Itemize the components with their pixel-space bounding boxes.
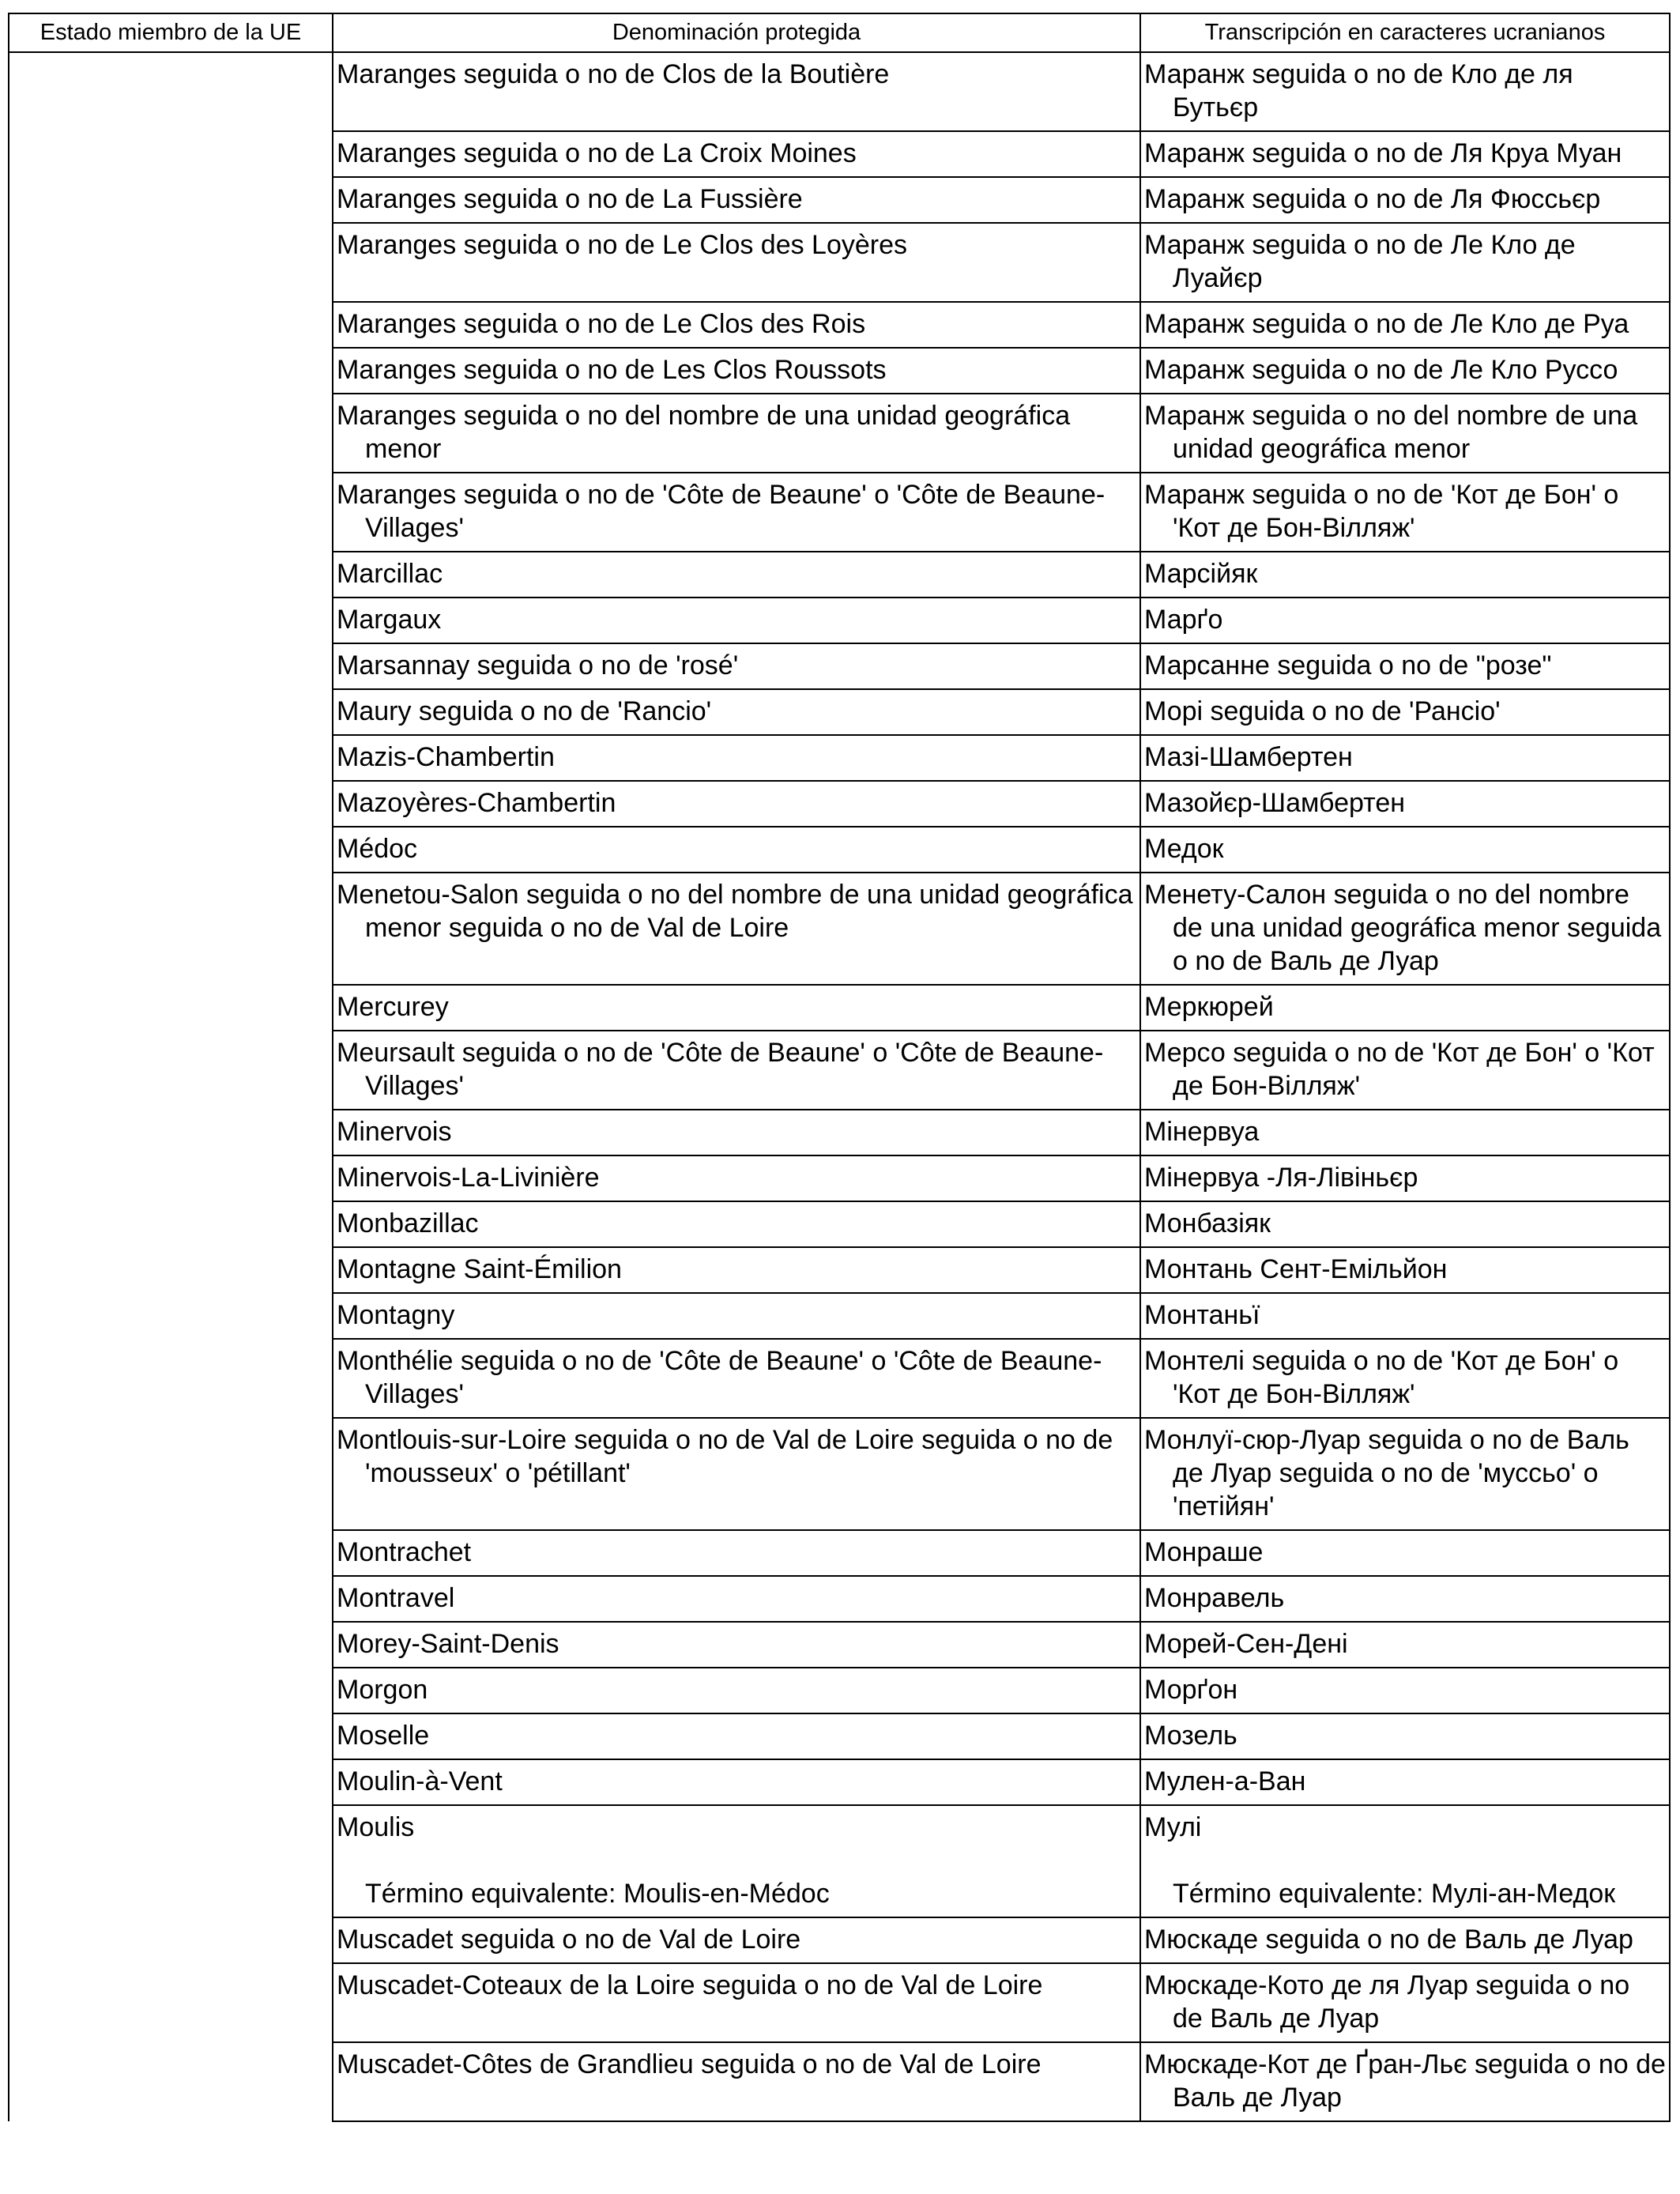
ukrainian-transcription-cell	[1140, 598, 1670, 643]
protected-name-cell	[333, 1031, 1140, 1110]
table-row	[9, 1963, 1670, 2042]
denominations-table	[8, 13, 1671, 2122]
ukrainian-transcription-cell	[1140, 1963, 1670, 2042]
protected-name-cell	[333, 689, 1140, 735]
protected-name-text: Muscadet seguida o no de Val de Loire	[337, 1924, 801, 1955]
header-member-state: Estado miembro de la UE	[9, 13, 333, 52]
protected-name-text: Meursault seguida o no de 'Côte de Beaune' o 'Côte de Beaune-Villages'	[337, 1038, 1104, 1101]
equivalent-term-text: Término equivalente: Moulis-en-Médoc	[365, 1879, 830, 1909]
ukrainian-transcription-cell	[1140, 131, 1670, 177]
table-row	[9, 2042, 1670, 2121]
table-row	[9, 735, 1670, 781]
table-row	[9, 1917, 1670, 1963]
ukrainian-transcription-text: Монтаньї	[1144, 1300, 1260, 1330]
member-state-cell	[9, 1576, 333, 1622]
table-row	[9, 873, 1670, 985]
ukrainian-transcription-text: Мулен-а-Ван	[1144, 1766, 1306, 1796]
protected-name-text: Minervois	[337, 1117, 452, 1147]
member-state-cell	[9, 1917, 333, 1963]
member-state-cell	[9, 177, 333, 223]
member-state-cell	[9, 1759, 333, 1805]
ukrainian-transcription-text: Маранж seguida o no de 'Кот де Бон' o 'Кот де Бон-Вілляж'	[1144, 480, 1619, 543]
ukrainian-transcription-text: Марсанне seguida o no de "розе"	[1144, 650, 1552, 680]
member-state-cell	[9, 302, 333, 348]
member-state-cell	[9, 827, 333, 873]
member-state-cell	[9, 1247, 333, 1293]
header-protected-name: Denominación protegida	[333, 13, 1140, 52]
table-row	[9, 1339, 1670, 1418]
protected-name-cell	[333, 1530, 1140, 1576]
ukrainian-transcription-text: Монбазіяк	[1144, 1208, 1271, 1238]
ukrainian-transcription-cell	[1140, 1110, 1670, 1155]
header-ukrainian-transcription: Transcripción en caracteres ucranianos	[1140, 13, 1670, 52]
protected-name-cell	[333, 1418, 1140, 1530]
table-row	[9, 985, 1670, 1031]
protected-name-text: Montagne Saint-Émilion	[337, 1254, 622, 1284]
table-row	[9, 1031, 1670, 1110]
ukrainian-transcription-cell	[1140, 394, 1670, 473]
member-state-cell	[9, 131, 333, 177]
member-state-cell	[9, 1155, 333, 1201]
protected-name-text: Montagny	[337, 1300, 455, 1330]
equivalent-term-text: Término equivalente: Мулі-ан-Медок	[1173, 1879, 1616, 1909]
ukrainian-transcription-cell	[1140, 177, 1670, 223]
ukrainian-transcription-text: Мазі-Шамбертен	[1144, 742, 1353, 772]
table-row	[9, 643, 1670, 689]
protected-name-text: Maury seguida o no de 'Rancio'	[337, 696, 712, 726]
member-state-cell	[9, 1622, 333, 1668]
table-row	[9, 1418, 1670, 1530]
protected-name-text: Maranges seguida o no de Les Clos Roussots	[337, 355, 887, 385]
ukrainian-transcription-cell	[1140, 873, 1670, 985]
protected-name-text: Maranges seguida o no de Clos de la Boutière	[337, 59, 890, 89]
ukrainian-transcription-text: Морей-Сен-Дені	[1144, 1629, 1348, 1659]
protected-name-cell	[333, 1805, 1140, 1917]
protected-name-cell	[333, 735, 1140, 781]
protected-name-cell	[333, 781, 1140, 827]
protected-name-text: Maranges seguida o no de Le Clos des Loyères	[337, 230, 908, 260]
ukrainian-transcription-text: Морі seguida o no de 'Рансіо'	[1144, 696, 1501, 726]
ukrainian-transcription-cell	[1140, 985, 1670, 1031]
table-row	[9, 1293, 1670, 1339]
protected-name-text: Montlouis-sur-Loire seguida o no de Val de Loire seguida o no de 'mousseux' o 'pétillant'	[337, 1425, 1113, 1488]
protected-name-text: Monbazillac	[337, 1208, 479, 1238]
protected-name-cell	[333, 348, 1140, 394]
protected-name-cell	[333, 1247, 1140, 1293]
table-row	[9, 177, 1670, 223]
ukrainian-transcription-cell	[1140, 1759, 1670, 1805]
member-state-cell	[9, 1963, 333, 2042]
table-row	[9, 473, 1670, 552]
ukrainian-transcription-cell	[1140, 1339, 1670, 1418]
member-state-cell	[9, 735, 333, 781]
ukrainian-transcription-text: Монравель	[1144, 1583, 1285, 1613]
ukrainian-transcription-cell	[1140, 473, 1670, 552]
ukrainian-transcription-cell	[1140, 1576, 1670, 1622]
protected-name-text: Mazis-Chambertin	[337, 742, 555, 772]
protected-name-cell	[333, 1576, 1140, 1622]
ukrainian-transcription-cell	[1140, 1031, 1670, 1110]
protected-name-cell	[333, 1339, 1140, 1418]
ukrainian-transcription-cell	[1140, 1530, 1670, 1576]
protected-name-text: Mercurey	[337, 992, 449, 1022]
table-row	[9, 223, 1670, 302]
ukrainian-transcription-cell	[1140, 1247, 1670, 1293]
table-row	[9, 131, 1670, 177]
ukrainian-transcription-cell	[1140, 1622, 1670, 1668]
protected-name-cell	[333, 1713, 1140, 1759]
ukrainian-transcription-cell	[1140, 302, 1670, 348]
protected-name-cell	[333, 52, 1140, 131]
member-state-cell	[9, 348, 333, 394]
protected-name-text: Maranges seguida o no del nombre de una unidad geográfica menor	[337, 401, 1071, 464]
protected-name-cell	[333, 302, 1140, 348]
protected-name-cell	[333, 1155, 1140, 1201]
ukrainian-transcription-cell	[1140, 735, 1670, 781]
member-state-cell	[9, 1530, 333, 1576]
table-row	[9, 302, 1670, 348]
table-row	[9, 1805, 1670, 1917]
protected-name-cell	[333, 643, 1140, 689]
protected-name-cell	[333, 827, 1140, 873]
protected-name-text: Médoc	[337, 834, 418, 864]
ukrainian-transcription-text: Мозель	[1144, 1721, 1237, 1751]
protected-name-text: Marsannay seguida o no de 'rosé'	[337, 650, 739, 680]
ukrainian-transcription-text: Мюскаде-Кото де ля Луар seguida o no de Валь де Луар	[1144, 1970, 1630, 2034]
protected-name-text: Marcillac	[337, 559, 443, 589]
member-state-cell	[9, 1418, 333, 1530]
protected-name-cell	[333, 1963, 1140, 2042]
protected-name-text: Minervois-La-Livinière	[337, 1163, 600, 1193]
ukrainian-transcription-text: Монтелі seguida o no de 'Кот де Бон' o 'Кот де Бон-Вілляж'	[1144, 1346, 1619, 1409]
member-state-cell	[9, 394, 333, 473]
ukrainian-transcription-cell	[1140, 1418, 1670, 1530]
protected-name-text: Montrachet	[337, 1537, 472, 1567]
ukrainian-transcription-text: Мулі	[1144, 1812, 1202, 1842]
ukrainian-transcription-cell	[1140, 1668, 1670, 1713]
ukrainian-transcription-cell	[1140, 1155, 1670, 1201]
protected-name-text: Margaux	[337, 605, 442, 635]
table-row	[9, 1713, 1670, 1759]
member-state-cell	[9, 873, 333, 985]
table-header	[9, 13, 1670, 52]
protected-name-cell	[333, 473, 1140, 552]
table-row	[9, 52, 1670, 131]
ukrainian-transcription-cell	[1140, 348, 1670, 394]
protected-name-text: Muscadet-Coteaux de la Loire seguida o no de Val de Loire	[337, 1970, 1043, 2000]
protected-name-text: Moulis	[337, 1812, 415, 1842]
ukrainian-transcription-text: Мюскаде-Кот де Ґран-Льє seguida o no de Валь де Луар	[1144, 2049, 1666, 2113]
member-state-cell	[9, 2042, 333, 2121]
protected-name-cell	[333, 1201, 1140, 1247]
protected-name-text: Morgon	[337, 1675, 428, 1705]
ukrainian-transcription-text: Марсійяк	[1144, 559, 1258, 589]
member-state-cell	[9, 1339, 333, 1418]
protected-name-cell	[333, 223, 1140, 302]
protected-name-text: Menetou-Salon seguida o no del nombre de una unidad geográfica menor seguida o no de Val de Loire	[337, 880, 1133, 943]
protected-name-text: Monthélie seguida o no de 'Côte de Beaune' o 'Côte de Beaune-Villages'	[337, 1346, 1102, 1409]
ukrainian-transcription-text: Меркюрей	[1144, 992, 1274, 1022]
protected-name-text: Moulin-à-Vent	[337, 1766, 503, 1796]
protected-name-text: Maranges seguida o no de La Fussière	[337, 184, 803, 214]
table-row	[9, 1759, 1670, 1805]
table-row	[9, 1576, 1670, 1622]
table-row	[9, 1247, 1670, 1293]
ukrainian-transcription-cell	[1140, 1917, 1670, 1963]
ukrainian-transcription-text: Мінервуа	[1144, 1117, 1260, 1147]
ukrainian-transcription-text: Маранж seguida o no de Ле Кло де Руа	[1144, 309, 1629, 339]
table-row	[9, 1201, 1670, 1247]
ukrainian-transcription-text: Марґо	[1144, 605, 1223, 635]
ukrainian-transcription-cell	[1140, 689, 1670, 735]
protected-name-cell	[333, 177, 1140, 223]
protected-name-text: Maranges seguida o no de 'Côte de Beaune' o 'Côte de Beaune-Villages'	[337, 480, 1106, 543]
protected-name-cell	[333, 985, 1140, 1031]
table-row	[9, 689, 1670, 735]
ukrainian-transcription-text: Маранж seguida o no de Ля Круа Муан	[1144, 138, 1622, 168]
protected-name-cell	[333, 1622, 1140, 1668]
protected-name-cell	[333, 1759, 1140, 1805]
member-state-cell	[9, 473, 333, 552]
member-state-cell	[9, 1668, 333, 1713]
ukrainian-transcription-text: Мюскаде seguida o no de Валь де Луар	[1144, 1924, 1633, 1955]
protected-name-text: Maranges seguida o no de Le Clos des Rois	[337, 309, 866, 339]
ukrainian-transcription-cell	[1140, 223, 1670, 302]
ukrainian-transcription-cell	[1140, 1713, 1670, 1759]
ukrainian-transcription-text: Маранж seguida o no de Ле Кло Руссо	[1144, 355, 1618, 385]
table-row	[9, 552, 1670, 598]
table-row	[9, 827, 1670, 873]
ukrainian-transcription-text: Морґон	[1144, 1675, 1238, 1705]
member-state-cell	[9, 985, 333, 1031]
protected-name-text: Maranges seguida o no de La Croix Moines	[337, 138, 857, 168]
protected-name-cell	[333, 1293, 1140, 1339]
member-state-cell	[9, 1805, 333, 1917]
table-row	[9, 1110, 1670, 1155]
protected-name-text: Morey-Saint-Denis	[337, 1629, 559, 1659]
ukrainian-transcription-text: Мінервуа -Ля-Лівіньєр	[1144, 1163, 1418, 1193]
ukrainian-transcription-cell	[1140, 1293, 1670, 1339]
ukrainian-transcription-text: Мерсо seguida o no de 'Кот де Бон' o 'Кот де Бон-Вілляж'	[1144, 1038, 1655, 1101]
table-row	[9, 1530, 1670, 1576]
protected-name-text: Montravel	[337, 1583, 455, 1613]
member-state-cell	[9, 689, 333, 735]
member-state-cell	[9, 1713, 333, 1759]
ukrainian-transcription-cell	[1140, 781, 1670, 827]
table-row	[9, 598, 1670, 643]
member-state-cell	[9, 781, 333, 827]
ukrainian-transcription-text: Менету-Салон seguida o no del nombre de una unidad geográfica menor seguida o no de Валь де Луар	[1144, 880, 1662, 976]
member-state-cell	[9, 223, 333, 302]
ukrainian-transcription-text: Маранж seguida o no de Кло де ля Бутьєр	[1144, 59, 1573, 123]
protected-name-text: Mazoyères-Chambertin	[337, 788, 616, 818]
protected-name-cell	[333, 598, 1140, 643]
table-row	[9, 1668, 1670, 1713]
table-row	[9, 394, 1670, 473]
ukrainian-transcription-text: Мазойєр-Шамбертен	[1144, 788, 1406, 818]
ukrainian-transcription-text: Монлуї-сюр-Луар seguida o no de Валь де Луар seguida o no de 'муссьо' o 'петійян'	[1144, 1425, 1629, 1521]
member-state-cell	[9, 552, 333, 598]
table-row	[9, 1622, 1670, 1668]
protected-name-cell	[333, 552, 1140, 598]
ukrainian-transcription-text: Монтань Сент-Емільйон	[1144, 1254, 1448, 1284]
ukrainian-transcription-text: Маранж seguida o no de Ля Фюссьєр	[1144, 184, 1601, 214]
table-body	[9, 52, 1670, 2121]
member-state-cell	[9, 52, 333, 131]
ukrainian-transcription-cell	[1140, 52, 1670, 131]
table-row	[9, 348, 1670, 394]
ukrainian-transcription-cell	[1140, 1805, 1670, 1917]
protected-name-cell	[333, 394, 1140, 473]
ukrainian-transcription-cell	[1140, 552, 1670, 598]
table-row	[9, 1155, 1670, 1201]
protected-name-cell	[333, 873, 1140, 985]
member-state-cell	[9, 1110, 333, 1155]
member-state-cell	[9, 598, 333, 643]
ukrainian-transcription-cell	[1140, 643, 1670, 689]
ukrainian-transcription-text: Медок	[1144, 834, 1224, 864]
protected-name-text: Muscadet-Côtes de Grandlieu seguida o no de Val de Loire	[337, 2049, 1042, 2079]
table-row	[9, 781, 1670, 827]
member-state-cell	[9, 1201, 333, 1247]
header-row	[9, 13, 1670, 52]
protected-name-text: Moselle	[337, 1721, 430, 1751]
ukrainian-transcription-text: Маранж seguida o no de Ле Кло де Луайєр	[1144, 230, 1576, 293]
protected-name-cell	[333, 131, 1140, 177]
protected-name-cell	[333, 1110, 1140, 1155]
member-state-cell	[9, 1031, 333, 1110]
ukrainian-transcription-cell	[1140, 2042, 1670, 2121]
ukrainian-transcription-text: Монраше	[1144, 1537, 1264, 1567]
member-state-cell	[9, 1293, 333, 1339]
ukrainian-transcription-text: Маранж seguida o no del nombre de una unidad geográfica menor	[1144, 401, 1638, 464]
protected-name-cell	[333, 2042, 1140, 2121]
member-state-cell	[9, 643, 333, 689]
protected-name-cell	[333, 1917, 1140, 1963]
ukrainian-transcription-cell	[1140, 1201, 1670, 1247]
protected-name-cell	[333, 1668, 1140, 1713]
ukrainian-transcription-cell	[1140, 827, 1670, 873]
